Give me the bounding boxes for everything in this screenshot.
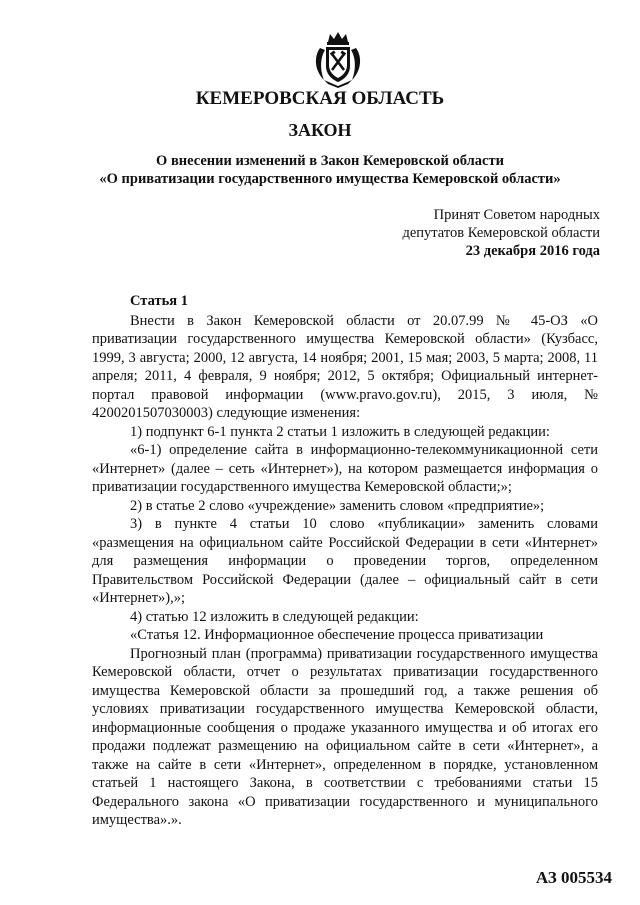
article-paragraph-7: «Статья 12. Информационное обеспечение процесса приватизации — [130, 627, 544, 643]
adoption-block — [330, 206, 600, 260]
article-paragraph-8: Прогнозный план (программа) приватизации государственного имущества Кемеровской области, отчет о результатах приватизации государственного имущества Кемеровской области за прошедший год, а также решения об условиях приватизации государственного имущества Кемеровской области, информационные сообщения о продаже указанного имущества и об итогах его продажи подлежат размещению на официальном сайте в сети «Интернет», а также на сайте в сети «Интернет», определенном в порядке, установленном статьей 1 настоящего Закона, в соответствии с требованиями статьи 15 Федерального закона «О приватизации государственного и муниципального имущества».». — [92, 645, 598, 828]
article-title: Статья 1 — [130, 293, 188, 309]
law-subject — [60, 152, 600, 188]
article-paragraph-3: «6-1) определение сайта в информационно-телекоммуникационной сети «Интернет» (далее – сеть «Интернет»), на котором размещается информация о приватизации государственного имущества Кемеровской области;»; — [92, 442, 598, 495]
adoption-line-1: Принят Советом народных — [433, 207, 600, 223]
region-title: КЕМЕРОВСКАЯ ОБЛАСТЬ — [195, 88, 445, 109]
law-subject-line-1: О внесении изменений в Закон Кемеровской области — [156, 153, 504, 169]
law-subject-line-2: «О приватизации государственного имущества Кемеровской области» — [99, 171, 561, 187]
article-paragraph-4: 2) в статье 2 слово «учреждение» заменить словом «предприятие»; — [130, 497, 545, 514]
article-body — [92, 292, 598, 830]
law-label: ЗАКОН — [288, 120, 352, 140]
coat-of-arms-icon — [308, 30, 368, 88]
article-paragraph-5: 3) в пункте 4 статьи 10 слово «публикации» заменить словами «размещения на официальном сайте Российской Федерации в сети «Интернет» для размещения информации о проведении торгов, определенном Правительством Российской Федерации (далее – официальный сайт в сети «Интернет»),»; — [92, 516, 598, 606]
serial-number: АЗ 005534 — [535, 868, 612, 887]
article-paragraph-2: 1) подпункт 6-1 пункта 2 статьи 1 изложить в следующей редакции: — [130, 423, 550, 440]
article-paragraph-6: 4) статью 12 изложить в следующей редакции: — [130, 608, 419, 625]
adoption-line-2: депутатов Кемеровской области — [402, 225, 600, 241]
adoption-date: 23 декабря 2016 года — [465, 243, 600, 259]
article-paragraph-1: Внести в Закон Кемеровской области от 20.07.99 № 45-ОЗ «О приватизации государственного имущества Кемеровской области» (Кузбасс, 1999, 3 августа; 2000, 12 августа, 14 ноября; 2001, 15 мая; 2003, 5 марта; 2008, 11 апреля; 2011, 4 февраля, 9 ноября; 2012, 5 октября; Официальный интернет-портал правовой информации (www.pravo.gov.ru), 2015, 3 июля, № 4200201507030003) следующие изменения: — [92, 312, 598, 421]
